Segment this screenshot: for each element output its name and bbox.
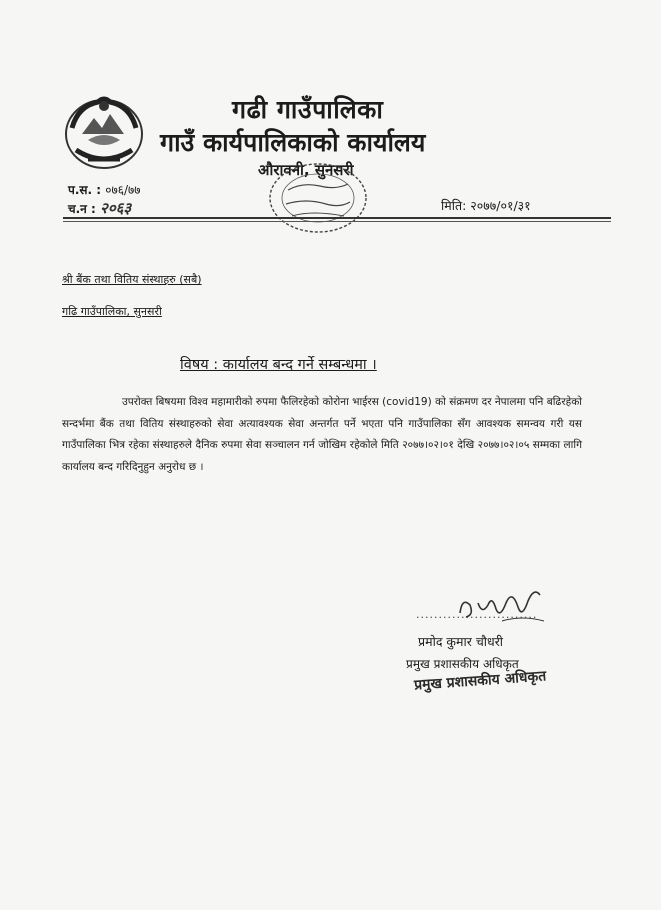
recipient-line2: गढि गाउँपालिका, सुनसरी [62,305,162,318]
signatory-name: प्रमोद कुमार चौधरी [418,634,504,649]
header-divider-thin [63,221,611,222]
cn-value: २०६३ [100,199,132,217]
header-divider [63,217,611,219]
office-address: औरावनी, सुनसरी [258,161,354,179]
designation-stamp: प्रमुख प्रशासकीय अधिकृत [413,668,547,694]
signatory-title: प्रमुख प्रशासकीय अधिकृत [406,657,519,671]
cn-label: च.न : [68,202,96,216]
letter-body: उपरोक्त बिषयमा विश्व महामारीको रुपमा फैलिरहेको कोरोना भाईरस (covid19) को संक्रमण दर नेपालमा पनि बढिरहेको सन्दर्भमा बैंक तथा वितिय संस्थाहरुको सेवा अत्यावश्यक सेवा अन्तर्गत पर्ने भएता पनि गाउँपालिका सँग आवश्यक समन्वय गरी यस गाउँपालिका भित्र रहेका संस्थाहरुले दैनिक रुपमा सेवा सञ्चालन गर्न जोखिम रहेकोले मिति २०७७।०२।०१ देखि २०७७।०२।०५ सम्मका लागि कार्यालय बन्द गरिदिनुहुन अनुरोध छ । [62,396,582,473]
letter-date: मिति: २०७७/०१/३१ [441,198,531,213]
office-subtitle: गाउँ कार्यपालिकाको कार्यालय [160,128,426,157]
ps-reference [68,181,140,198]
cn-reference [68,198,131,218]
signature-line: ........................... [416,608,538,621]
office-stamp-icon [262,160,374,236]
ps-label: प.स. : [68,183,102,197]
office-name: गढी गाउँपालिका [232,95,384,124]
ps-value: ०७६/७७ [105,183,141,197]
nepal-emblem-icon [58,88,150,174]
recipient-line1: श्री बैंक तथा वितिय संस्थाहरु (सबै) [62,273,202,286]
letter-subject: विषय : कार्यालय बन्द गर्ने सम्बन्धमा । [180,357,377,373]
